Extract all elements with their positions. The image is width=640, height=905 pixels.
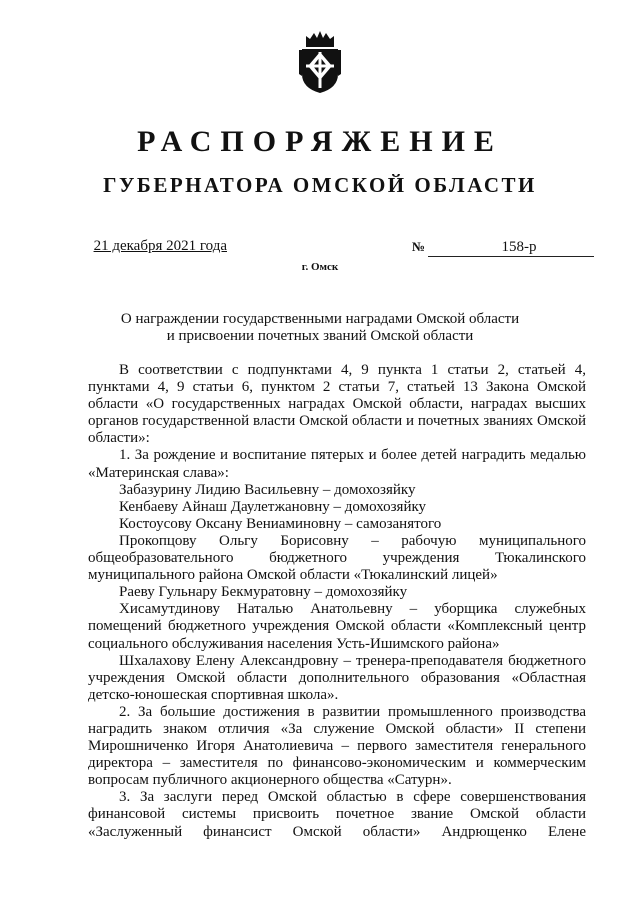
item-3: 3. За заслуги перед Омской областью в сфере совершенствования финансовой системы присвоить почетное звание Омской области «Заслуженный финансист Омской области» Андрющенко Елене [88, 789, 586, 840]
document-number: 158-р [428, 238, 594, 257]
item-2: 2. За большие достижения в развитии промышленного производства наградить знаком отличия «За служение Омской области» II степени Мирошниченко Игоря Анатолиевича – первого заместителя генерального директора – заместителя по финансово-экономическим и коммерческим вопросам публичного акционерного общества «Сатурн». [88, 703, 586, 789]
awardee-7: Шхалахову Елену Александровну – тренера-преподавателя бюджетного учреждения Омской области дополнительного образования «Областная детско-юношеская спортивная школа». [88, 652, 586, 703]
intro-paragraph: В соответствии с подпунктами 4, 9 пункта 1 статьи 2, статьей 4, пунктами 4, 9 статьи 6, пунктом 2 статьи 7, статьей 13 Закона Омской области «О государственных наградах Омской области, наградах высших органов государственной власти Омской области и почетных званиях Омской области»: [88, 362, 586, 447]
document-body [88, 362, 586, 841]
awardee-2: Кенбаеву Айнаш Даулетжановну – домохозяйку [119, 498, 427, 515]
awardee-4: Прокопцову Ольгу Борисовну – рабочую муниципального общеобразовательного бюджетного учреждения Тюкалинского муниципального района Омской области «Тюкалинский лицей» [88, 532, 586, 584]
subject-line-1: О награждении государственными наградами Омской области [120, 311, 520, 327]
document-title: РАСПОРЯЖЕНИЕ [137, 125, 503, 158]
document-subtitle: ГУБЕРНАТОРА ОМСКОЙ ОБЛАСТИ [103, 173, 537, 197]
awardee-6: Хисамутдинову Наталью Анатольевну – уборщика служебных помещений бюджетного учреждения Омской области «Комплексный центр социального обслуживания населения Усть-Ишимского района» [88, 601, 586, 652]
document-subject [0, 311, 640, 345]
document-date: 21 декабря 2021 года [93, 238, 227, 254]
item-1: 1. За рождение и воспитание пятерых и более детей наградить медалью «Материнская слава»: [88, 447, 586, 481]
awardee-1: Забазурину Лидию Васильевну – домохозяйку [119, 481, 416, 498]
awardee-5: Раеву Гульнару Бекмуратовну – домохозяйку [119, 584, 408, 601]
number-sign: № [412, 239, 426, 254]
omsk-coat-of-arms-icon [297, 30, 343, 94]
awardee-3: Костоусову Оксану Вениаминовну – самозанятого [119, 515, 442, 532]
subject-line-2: и присвоении почетных званий Омской области [166, 328, 474, 344]
document-city: г. Омск [301, 261, 339, 273]
